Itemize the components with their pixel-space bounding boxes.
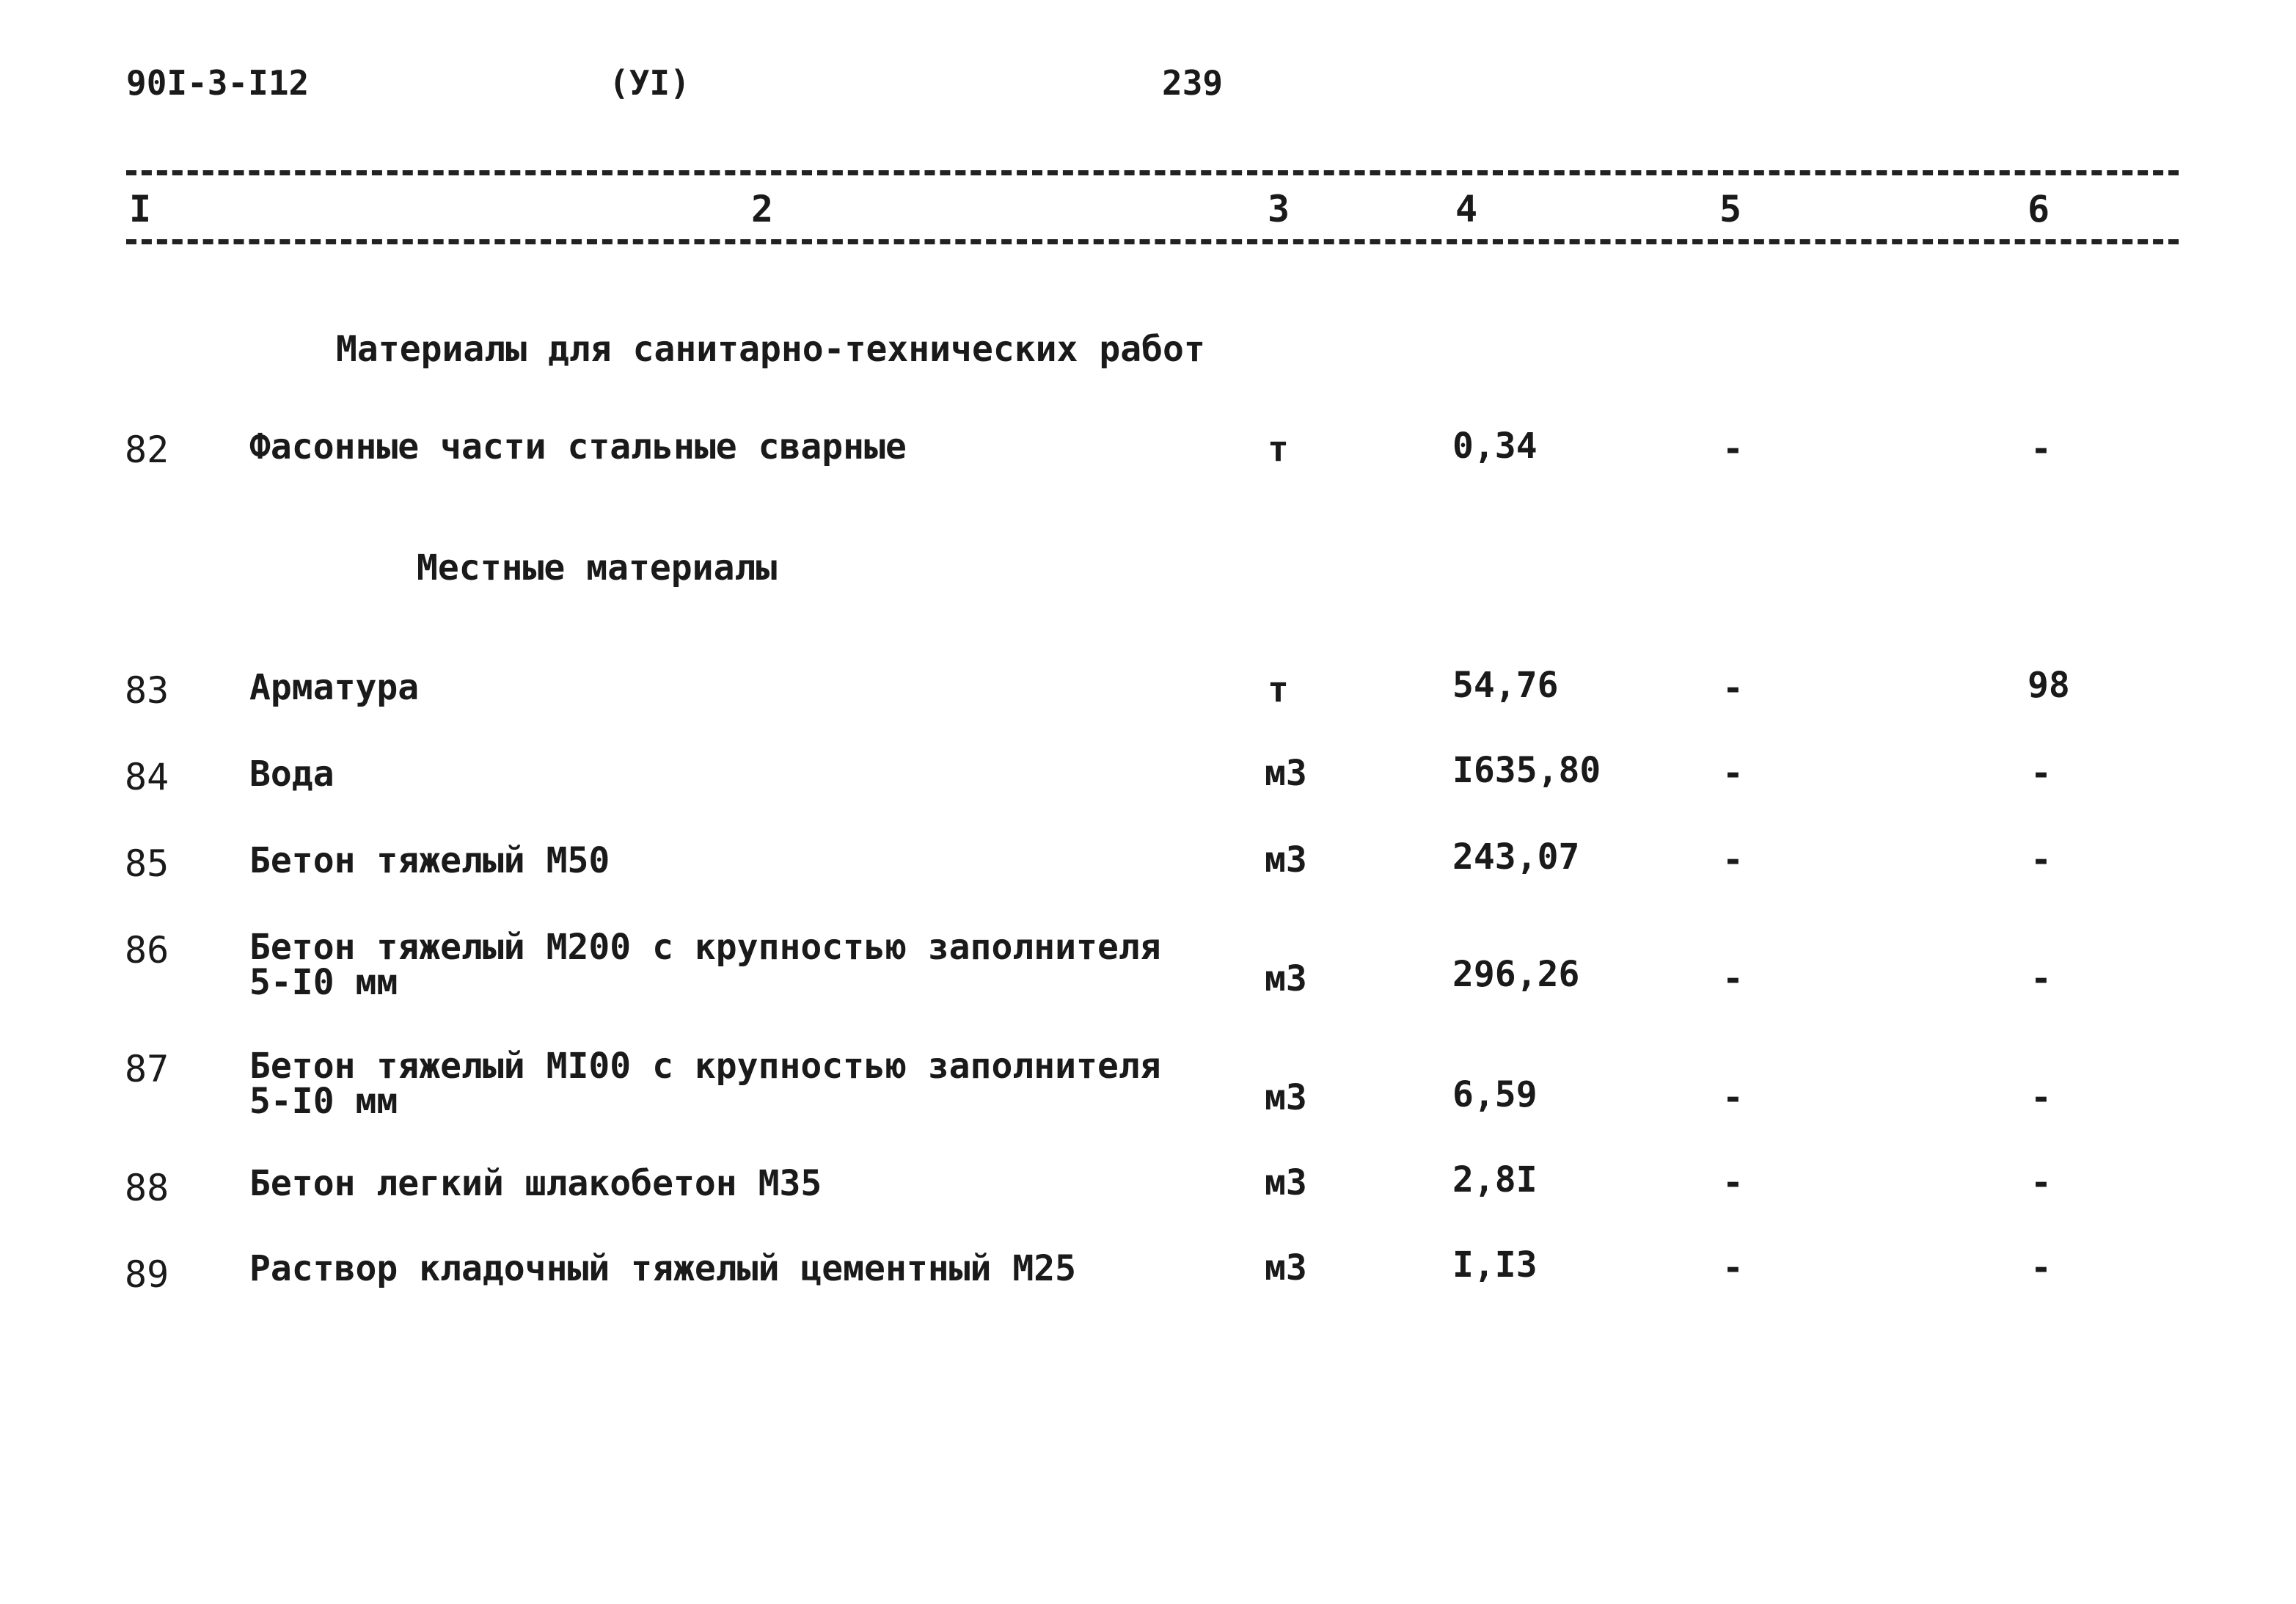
row-number: 85: [125, 842, 169, 885]
row-number: 87: [125, 1048, 169, 1090]
row-unit: т: [1268, 429, 1289, 470]
page-number: 239: [1162, 63, 1224, 103]
row-col6: -: [2030, 429, 2052, 470]
row-unit: м3: [1265, 958, 1307, 999]
row-name: Бетон легкий шлакобетон М35: [249, 1163, 822, 1204]
row-name: Арматура: [249, 667, 420, 708]
row-col5: -: [1722, 958, 1744, 999]
row-quantity: 243,07: [1452, 836, 1580, 878]
section-heading-sanitary: Материалы для санитарно-технических работ: [336, 329, 1205, 370]
row-unit: м3: [1265, 1247, 1307, 1288]
row-name-line-2: 5-I0 мм: [249, 962, 398, 1003]
row-quantity: I,I3: [1452, 1244, 1538, 1286]
column-header-5: 5: [1719, 188, 1742, 230]
column-header-4: 4: [1455, 188, 1478, 230]
row-name-line-1: Бетон тяжелый М200 с крупностью заполнителя: [249, 927, 1161, 968]
row-col6: -: [2030, 753, 2052, 794]
row-unit: м3: [1265, 839, 1307, 881]
table-header-bottom-rule: [126, 239, 2179, 244]
row-col5: -: [1722, 1162, 1744, 1203]
row-quantity: 54,76: [1452, 665, 1559, 706]
row-number: 82: [125, 429, 169, 471]
row-quantity: 6,59: [1452, 1074, 1538, 1115]
row-col5: -: [1722, 839, 1744, 881]
row-number: 89: [125, 1253, 169, 1296]
row-quantity: I635,80: [1452, 750, 1601, 791]
row-name: Бетон тяжелый М50: [249, 840, 610, 881]
section-marker: (УI): [609, 63, 690, 103]
row-col5: -: [1722, 668, 1744, 709]
document-code: 90I-3-I12: [126, 63, 310, 103]
row-col6: -: [2030, 1077, 2052, 1118]
row-number: 88: [125, 1167, 169, 1209]
row-col6: 98: [2028, 665, 2070, 706]
row-col6: -: [2030, 839, 2052, 881]
row-number: 84: [125, 756, 169, 798]
row-name: Вода: [249, 754, 334, 795]
row-unit: м3: [1265, 1162, 1307, 1203]
row-name-line-1: Бетон тяжелый МI00 с крупностью заполнителя: [249, 1046, 1161, 1087]
row-unit: м3: [1265, 1077, 1307, 1118]
row-number: 86: [125, 929, 169, 971]
row-name: Фасонные части стальные сварные: [249, 426, 907, 467]
row-quantity: 2,8I: [1452, 1159, 1538, 1200]
row-unit: т: [1268, 669, 1289, 710]
table-header-top-rule: [126, 170, 2179, 175]
row-number: 83: [125, 669, 169, 712]
row-col5: -: [1722, 429, 1744, 470]
row-unit: м3: [1265, 753, 1307, 794]
row-col6: -: [2030, 1162, 2052, 1203]
row-quantity: 0,34: [1452, 426, 1538, 467]
row-col6: -: [2030, 958, 2052, 999]
column-header-6: 6: [2028, 188, 2050, 230]
row-name-line-2: 5-I0 мм: [249, 1081, 398, 1122]
row-col6: -: [2030, 1247, 2052, 1288]
row-col5: -: [1722, 1247, 1744, 1288]
section-heading-local: Местные материалы: [417, 547, 778, 588]
row-name: Раствор кладочный тяжелый цементный М25: [249, 1248, 1077, 1289]
row-col5: -: [1722, 753, 1744, 794]
row-quantity: 296,26: [1452, 954, 1580, 995]
column-header-3: 3: [1268, 188, 1290, 230]
column-header-1: I: [129, 188, 152, 230]
column-header-2: 2: [751, 188, 774, 230]
row-col5: -: [1722, 1077, 1744, 1118]
